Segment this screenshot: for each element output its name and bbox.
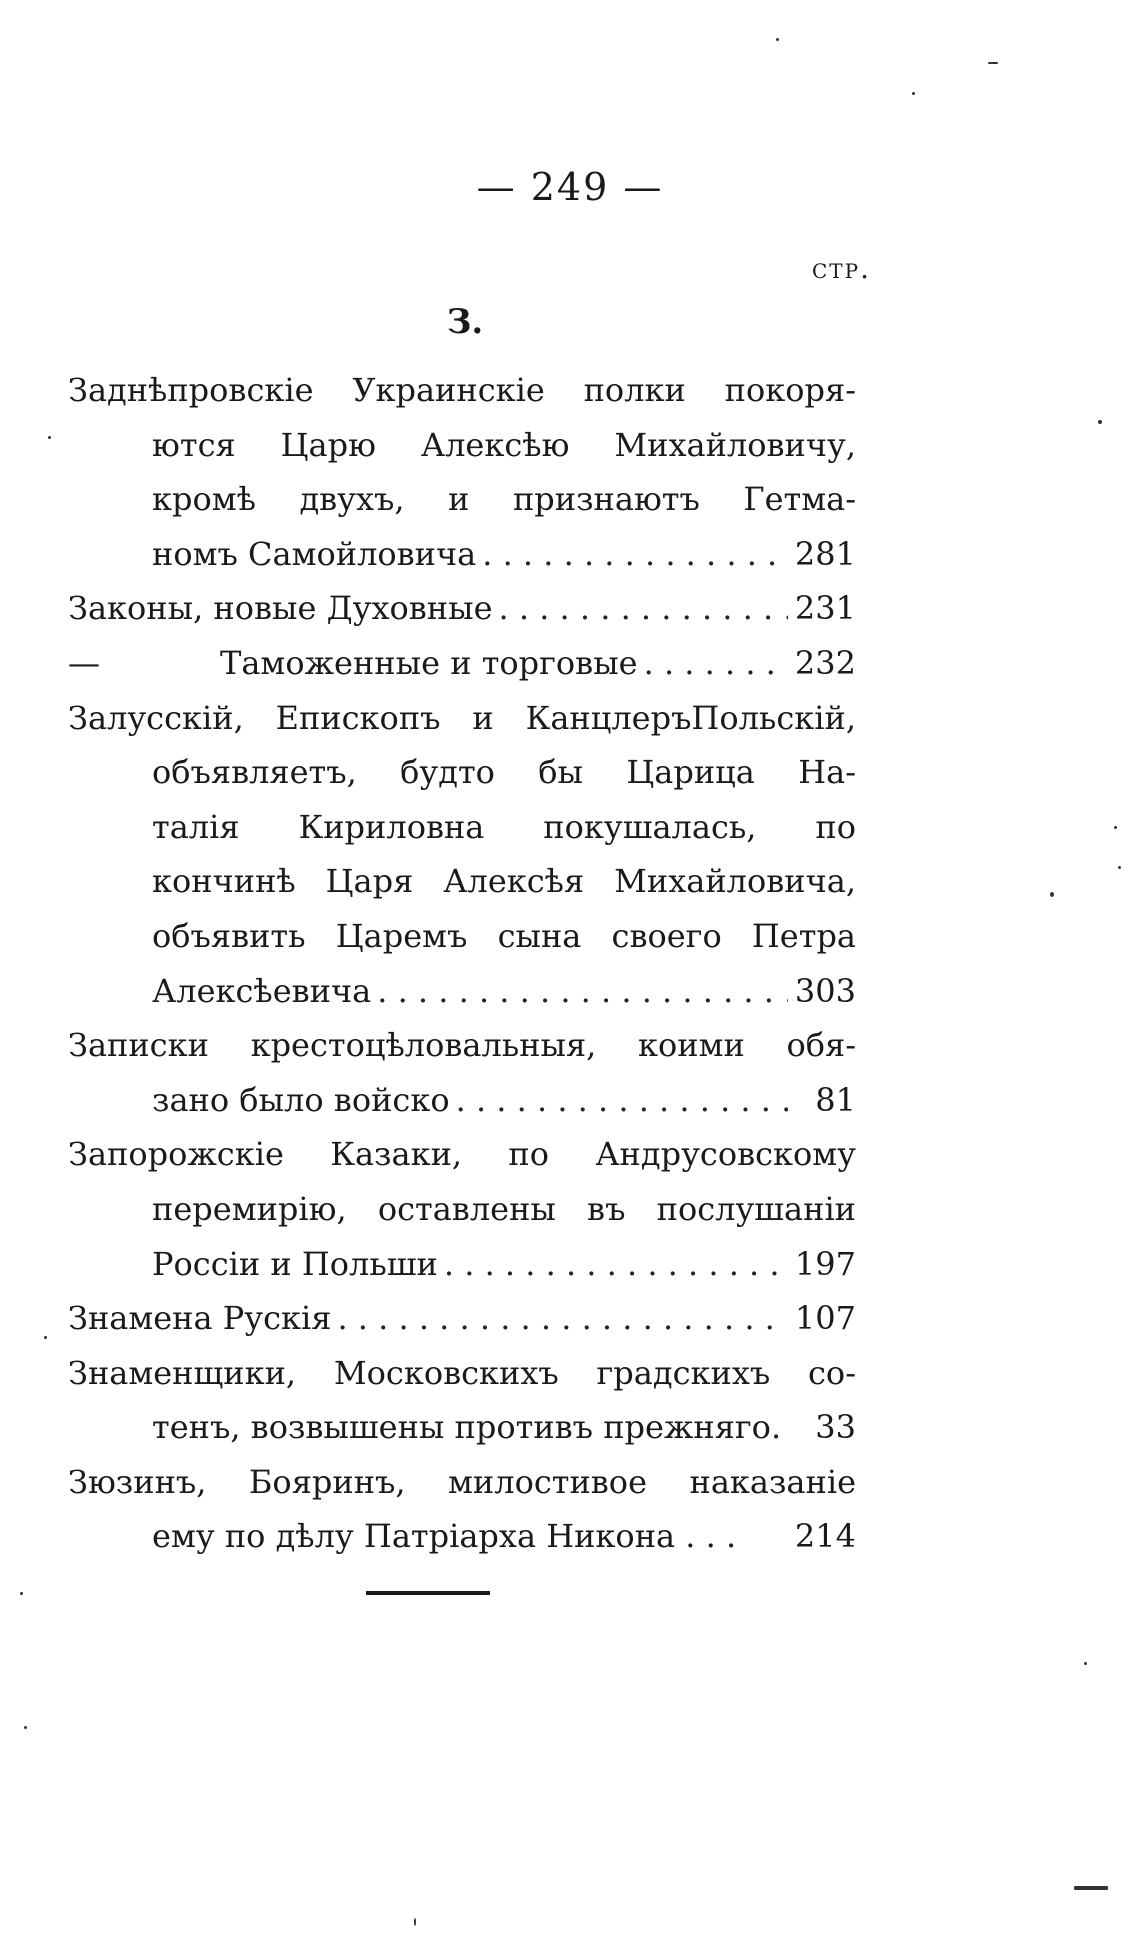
index-entry bbox=[68, 1127, 856, 1291]
entry-line: кончинѣ Царя Алексѣя Михайловича, bbox=[152, 862, 856, 901]
dot-leader bbox=[482, 527, 788, 582]
entry-line: объявляетъ, будто бы Царица На- bbox=[152, 753, 856, 792]
index-list bbox=[68, 363, 856, 1564]
dot-leader bbox=[337, 1291, 788, 1346]
index-entry bbox=[68, 1018, 856, 1127]
closing-rule bbox=[366, 1591, 490, 1595]
index-entry bbox=[68, 363, 856, 581]
entry-line bbox=[68, 1509, 856, 1564]
entry-line bbox=[68, 636, 856, 691]
entry-text: номъ Самойловича bbox=[152, 534, 477, 573]
entry-line bbox=[68, 1400, 856, 1455]
scan-speck bbox=[48, 436, 51, 439]
entry-text: Алексѣевича bbox=[152, 971, 372, 1010]
scan-speck bbox=[414, 1918, 416, 1926]
dot-leader bbox=[499, 581, 788, 636]
page-ref: 281 bbox=[794, 534, 856, 573]
entry-line bbox=[68, 1291, 856, 1346]
index-entry bbox=[68, 1291, 856, 1346]
entry-line: объявить Царемъ сына своего Петра bbox=[152, 916, 856, 955]
entry-line bbox=[68, 527, 856, 582]
page-ref: 231 bbox=[794, 589, 856, 628]
entry-text: зано было войско bbox=[152, 1080, 450, 1119]
entry-line: кромѣ двухъ, и признаютъ Гетма- bbox=[152, 480, 856, 519]
scan-speck bbox=[24, 1726, 27, 1729]
page-ref: 107 bbox=[794, 1299, 856, 1338]
entry-text: ему по дѣлу Патріарха Никона . . . bbox=[152, 1517, 737, 1556]
index-entry bbox=[68, 1455, 856, 1564]
scan-speck bbox=[1098, 420, 1102, 424]
entry-line bbox=[68, 964, 856, 1019]
page-ref: 197 bbox=[794, 1244, 856, 1283]
entry-text: Таможенные и торговые bbox=[220, 643, 638, 682]
scan-speck bbox=[912, 92, 915, 95]
ditto-dash: — bbox=[68, 643, 100, 682]
entry-line: перемирію, оставлены въ послушаніи bbox=[152, 1189, 856, 1228]
page-ref: 33 bbox=[815, 1408, 856, 1447]
entry-text: тенъ, возвышены противъ прежняго. bbox=[152, 1408, 782, 1447]
scan-speck bbox=[1118, 866, 1121, 869]
entry-line: ются Царю Алексѣю Михайловичу, bbox=[152, 425, 856, 464]
page-ref: 214 bbox=[794, 1517, 856, 1556]
scan-speck bbox=[988, 62, 998, 64]
page-ref: 232 bbox=[794, 643, 856, 682]
dot-leader bbox=[644, 636, 788, 691]
page-ref: 81 bbox=[815, 1080, 856, 1119]
entry-line bbox=[68, 1237, 856, 1292]
index-entry bbox=[68, 581, 856, 636]
entry-text: Россіи и Польши bbox=[152, 1244, 438, 1283]
entry-text: Законы, новые Духовные bbox=[68, 589, 493, 628]
scan-speck bbox=[776, 38, 779, 41]
scan-speck bbox=[44, 1336, 47, 1339]
dot-leader bbox=[456, 1073, 788, 1128]
index-entry bbox=[68, 691, 856, 1019]
page-number-header: — 249 — bbox=[476, 165, 664, 209]
entry-line: Записки крестоцѣловальныя, коими обя- bbox=[68, 1026, 856, 1065]
entry-text: Знамена Рускія bbox=[68, 1299, 332, 1338]
entry-line: Заднѣпровскіе Украинскіе полки покоря- bbox=[68, 371, 856, 409]
dot-leader bbox=[377, 964, 788, 1019]
index-entry bbox=[68, 1346, 856, 1455]
entry-line: Знаменщики, Московскихъ градскихъ со- bbox=[68, 1353, 856, 1392]
entry-line: Запорожскіе Казаки, по Андрусовскому bbox=[68, 1135, 856, 1174]
entry-line: талія Кириловна покушалась, по bbox=[152, 807, 856, 846]
page-column-label: стр. bbox=[812, 252, 871, 285]
entry-line: Зюзинъ, Бояринъ, милостивое наказаніе bbox=[68, 1462, 856, 1501]
scan-speck bbox=[1074, 1886, 1108, 1890]
scan-speck bbox=[20, 1592, 23, 1595]
entry-line bbox=[68, 1073, 856, 1128]
index-entry bbox=[68, 636, 856, 691]
page-ref: 303 bbox=[794, 971, 856, 1010]
entry-line bbox=[68, 581, 856, 636]
entry-line: Залусскій, Епископъ и КанцлеръПольскій, bbox=[68, 698, 856, 737]
scan-speck bbox=[1114, 826, 1117, 829]
section-letter: З. bbox=[446, 302, 484, 342]
scan-speck bbox=[1084, 1662, 1087, 1665]
dot-leader bbox=[444, 1237, 788, 1292]
scan-speck bbox=[1050, 892, 1054, 897]
